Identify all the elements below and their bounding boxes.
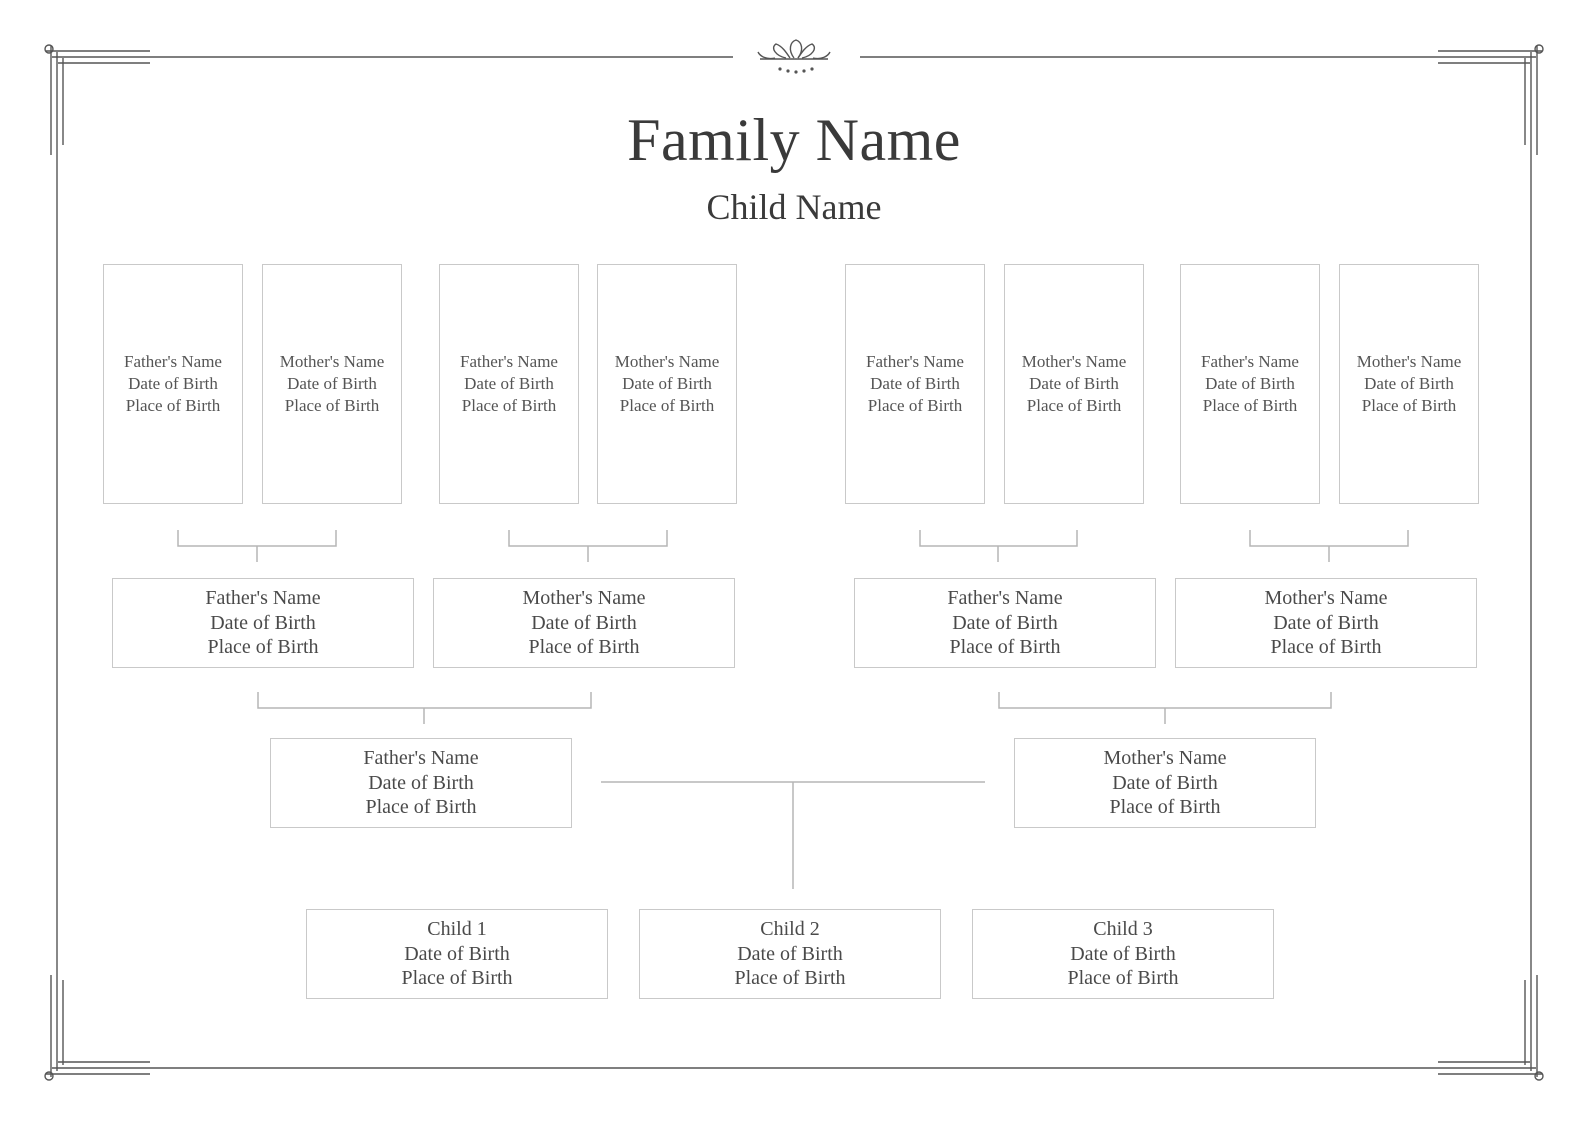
great-grandmother-box bbox=[597, 264, 737, 504]
great-grandmother-box bbox=[1004, 264, 1144, 504]
person-name: Father's Name bbox=[866, 352, 964, 371]
date-of-birth: Date of Birth bbox=[128, 374, 218, 393]
place-of-birth: Place of Birth bbox=[284, 396, 380, 415]
date-of-birth: Date of Birth bbox=[1112, 771, 1218, 794]
date-of-birth: Date of Birth bbox=[368, 771, 474, 794]
person-name: Father's Name bbox=[947, 587, 1063, 610]
place-of-birth: Place of Birth bbox=[125, 396, 221, 415]
place-of-birth: Place of Birth bbox=[528, 636, 640, 659]
father-box bbox=[270, 738, 572, 828]
person-name: Father's Name bbox=[1201, 352, 1299, 371]
date-of-birth: Date of Birth bbox=[531, 611, 637, 634]
place-of-birth: Place of Birth bbox=[1109, 796, 1221, 819]
date-of-birth: Date of Birth bbox=[1273, 611, 1379, 634]
place-of-birth: Place of Birth bbox=[461, 396, 557, 415]
place-of-birth: Place of Birth bbox=[365, 796, 477, 819]
grandfather-box bbox=[854, 578, 1156, 668]
date-of-birth: Date of Birth bbox=[1205, 374, 1295, 393]
person-name: Child 3 bbox=[1093, 918, 1153, 941]
great-grandfather-box bbox=[1180, 264, 1320, 504]
person-name: Father's Name bbox=[460, 352, 558, 371]
child-box bbox=[972, 909, 1274, 999]
date-of-birth: Date of Birth bbox=[870, 374, 960, 393]
person-name: Mother's Name bbox=[522, 587, 646, 610]
person-name: Mother's Name bbox=[614, 352, 720, 371]
great-grandfather-box bbox=[845, 264, 985, 504]
person-name: Mother's Name bbox=[1264, 587, 1388, 610]
place-of-birth: Place of Birth bbox=[401, 967, 513, 990]
great-grandfather-box bbox=[103, 264, 243, 504]
date-of-birth: Date of Birth bbox=[210, 611, 316, 634]
child-box bbox=[639, 909, 941, 999]
person-name: Mother's Name bbox=[1103, 747, 1227, 770]
child-box bbox=[306, 909, 608, 999]
date-of-birth: Date of Birth bbox=[1029, 374, 1119, 393]
grandmother-box bbox=[433, 578, 735, 668]
place-of-birth: Place of Birth bbox=[867, 396, 963, 415]
date-of-birth: Date of Birth bbox=[737, 942, 843, 965]
person-name: Mother's Name bbox=[279, 352, 385, 371]
grandfather-box bbox=[112, 578, 414, 668]
date-of-birth: Date of Birth bbox=[1364, 374, 1454, 393]
place-of-birth: Place of Birth bbox=[949, 636, 1061, 659]
person-name: Mother's Name bbox=[1021, 352, 1127, 371]
date-of-birth: Date of Birth bbox=[464, 374, 554, 393]
place-of-birth: Place of Birth bbox=[1270, 636, 1382, 659]
person-name: Child 2 bbox=[760, 918, 820, 941]
person-name: Child 1 bbox=[427, 918, 487, 941]
place-of-birth: Place of Birth bbox=[1067, 967, 1179, 990]
place-of-birth: Place of Birth bbox=[619, 396, 715, 415]
place-of-birth: Place of Birth bbox=[734, 967, 846, 990]
great-grandmother-box bbox=[1339, 264, 1479, 504]
grandmother-box bbox=[1175, 578, 1477, 668]
person-name: Father's Name bbox=[124, 352, 222, 371]
place-of-birth: Place of Birth bbox=[1361, 396, 1457, 415]
place-of-birth: Place of Birth bbox=[1026, 396, 1122, 415]
person-name: Father's Name bbox=[363, 747, 479, 770]
person-name: Father's Name bbox=[205, 587, 321, 610]
place-of-birth: Place of Birth bbox=[207, 636, 319, 659]
date-of-birth: Date of Birth bbox=[404, 942, 510, 965]
person-name: Mother's Name bbox=[1356, 352, 1462, 371]
date-of-birth: Date of Birth bbox=[1070, 942, 1176, 965]
great-grandfather-box bbox=[439, 264, 579, 504]
great-grandmother-box bbox=[262, 264, 402, 504]
date-of-birth: Date of Birth bbox=[622, 374, 712, 393]
family-name-title: Family Name bbox=[627, 107, 961, 173]
date-of-birth: Date of Birth bbox=[952, 611, 1058, 634]
date-of-birth: Date of Birth bbox=[287, 374, 377, 393]
child-name-subtitle: Child Name bbox=[706, 187, 882, 227]
mother-box bbox=[1014, 738, 1316, 828]
place-of-birth: Place of Birth bbox=[1202, 396, 1298, 415]
